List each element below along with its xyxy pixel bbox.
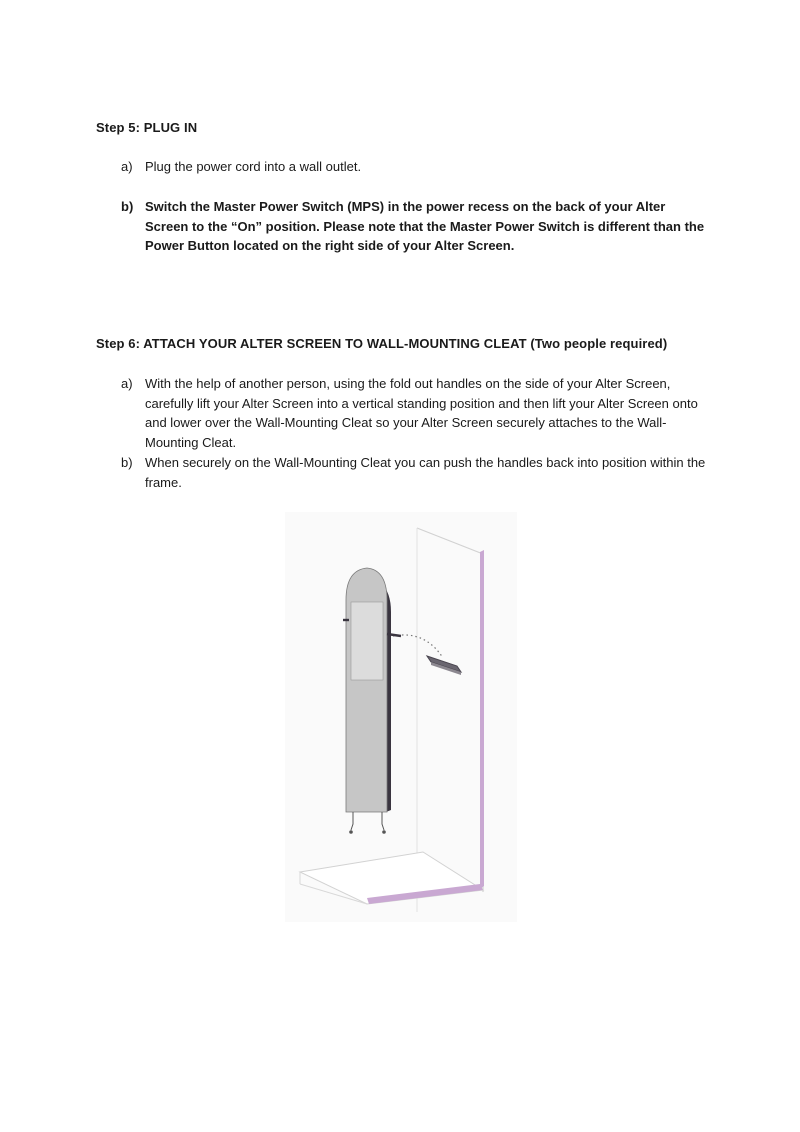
power-plug-left <box>349 830 353 834</box>
step5-item-a-text: Plug the power cord into a wall outlet. <box>145 159 362 174</box>
installation-illustration <box>285 512 517 922</box>
step6-heading: Step 6: ATTACH YOUR ALTER SCREEN TO WALL-MOUNTING CLEAT (Two people required) <box>96 336 668 351</box>
step5-heading: Step 5: PLUG IN <box>96 120 198 135</box>
step5-item-a <box>121 157 711 177</box>
wall-side-accent <box>480 550 484 889</box>
step6-item-a-label: a) <box>121 376 133 391</box>
step5-item-b <box>121 197 711 256</box>
power-plug-right <box>382 830 386 834</box>
step5-item-b-label: b) <box>121 199 134 214</box>
step6-item-a <box>121 374 711 453</box>
step6-item-b-text: When securely on the Wall-Mounting Cleat you can push the handles back into position within the frame. <box>145 455 706 490</box>
step6-item-a-text: With the help of another person, using the fold out handles on the side of your Alter Screen, carefully lift your Alter Screen into a vertical standing position and then lift your Alter Screen onto and lower over the Wall-Mounting Cleat so your Alter Screen securely attaches to the Wall-Mounting Cleat. <box>145 376 698 451</box>
step6-item-b <box>121 453 711 492</box>
step5-item-a-label: a) <box>121 159 133 174</box>
screen-panel <box>351 602 383 680</box>
step5-item-b-text: Switch the Master Power Switch (MPS) in the power recess on the back of your Alter Screen to the “On” position. Please note that the Master Power Switch is different than the Power Button located on the right side of your Alter Screen. <box>145 199 705 254</box>
step6-item-b-label: b) <box>121 455 133 470</box>
